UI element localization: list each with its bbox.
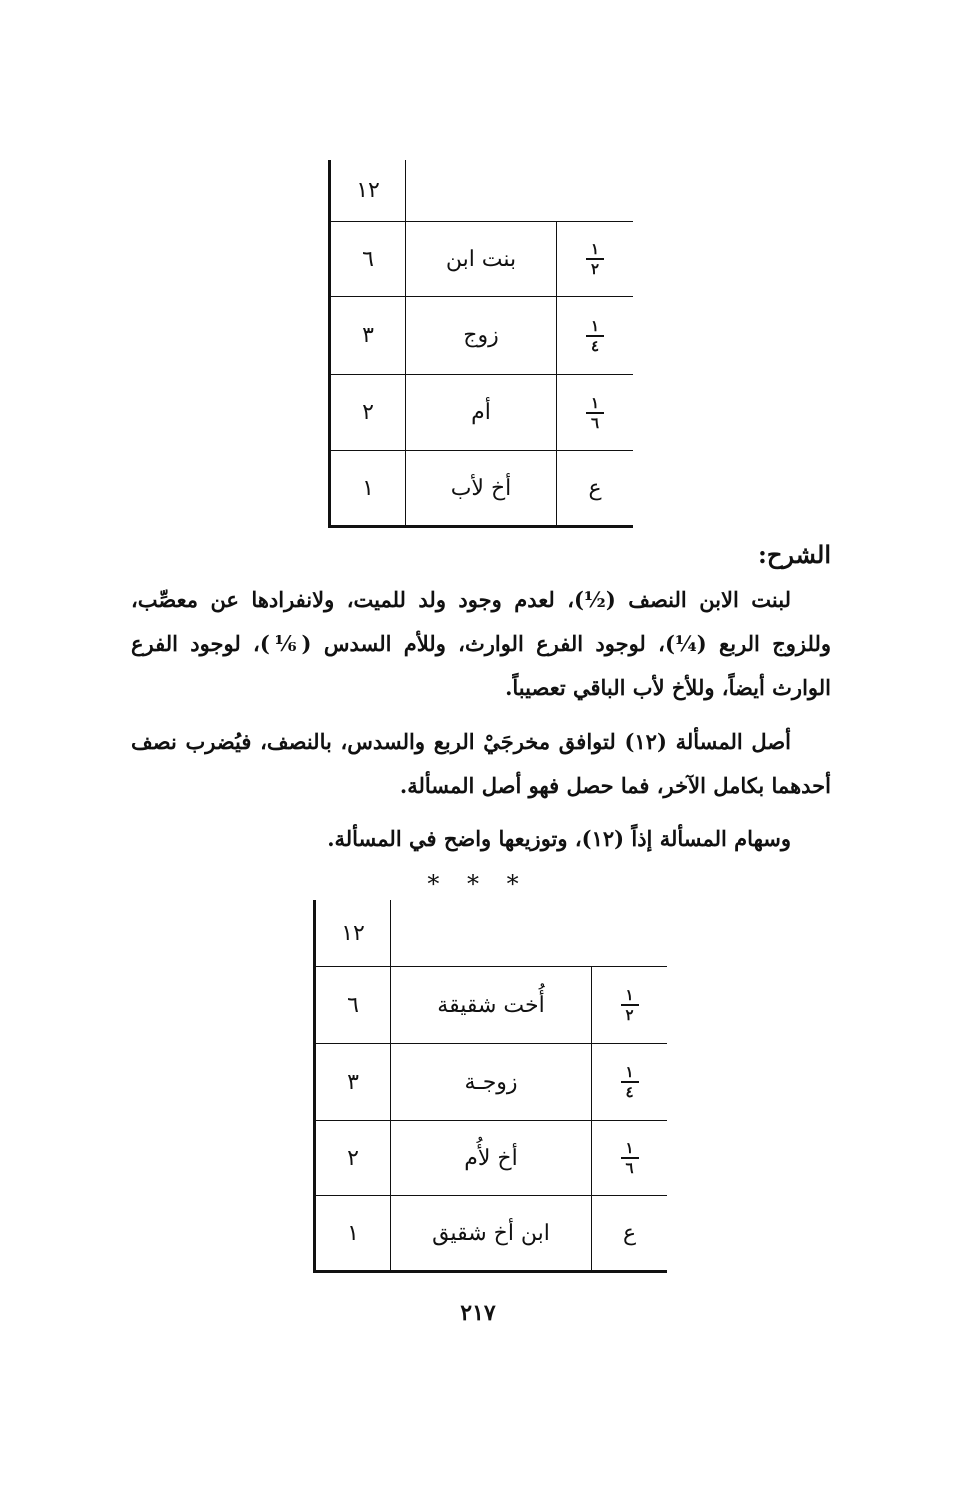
share-cell: ١ xyxy=(362,475,374,501)
share-cell: ٢ xyxy=(362,400,374,425)
explanation-paragraph-1: لبنت الابن النصف (½)، لعدم وجود ولد للميت، ولانفرادها عن معصِّب، وللزوج الربع (¼)، لوجود الفرع الوارث، وللأم السدس (⅙)، لوجود الفرع الوارث أيضاً، وللأخ لأب الباقي تعصيباً. xyxy=(131,587,831,700)
fraction-cell: $\frac{١}{٤}$ xyxy=(557,297,633,374)
table-total: ١٢ xyxy=(341,920,365,946)
page-number: ٢١٧ xyxy=(460,1300,496,1326)
heir-cell: أخ لأب xyxy=(450,475,512,501)
explanation-paragraph-2: أصل المسألة (١٢) لتوافق مخرجَيْ الربع والسدس، بالنصف، فيُضرب نصف أحدهما بكامل الآخر، فما حصل فهو أصل المسألة. xyxy=(131,729,831,798)
fraction-cell: $\frac{١}{٢}$ xyxy=(592,967,667,1043)
share-cell: ٦ xyxy=(362,246,374,272)
heir-cell: زوج xyxy=(463,323,499,348)
fraction-cell: $\frac{١}{٢}$ xyxy=(557,222,633,296)
fraction-cell: $\frac{١}{٤}$ xyxy=(592,1044,667,1120)
share-cell: ١ xyxy=(347,1220,359,1246)
heir-cell: ابن أخ شقيق xyxy=(432,1220,550,1246)
heir-cell: أخ لأُم xyxy=(464,1145,518,1171)
share-cell: ٣ xyxy=(362,323,374,348)
heir-cell: بنت ابن xyxy=(445,246,517,272)
fraction-cell: $\frac{١}{٦}$ xyxy=(592,1121,667,1195)
explanation-heading: الشرح: xyxy=(758,540,831,569)
share-cell: ٦ xyxy=(347,992,359,1018)
heir-cell: زوجـة xyxy=(464,1069,518,1095)
share-cell: ٢ xyxy=(347,1145,359,1171)
heir-cell: أُخت شقيقة xyxy=(437,992,545,1018)
share-cell: ٣ xyxy=(347,1069,359,1095)
residual-cell: ع xyxy=(622,1220,637,1246)
explanation-paragraph-3: وسهام المسألة إذاً (١٢)، وتوزيعها واضح في المسألة. xyxy=(327,826,791,851)
table-total: ١٢ xyxy=(356,178,380,203)
heir-cell: أم xyxy=(471,400,491,425)
residual-cell: ع xyxy=(588,475,602,501)
section-separator: * * * xyxy=(427,870,529,898)
fraction-cell: $\frac{١}{٦}$ xyxy=(557,375,633,450)
